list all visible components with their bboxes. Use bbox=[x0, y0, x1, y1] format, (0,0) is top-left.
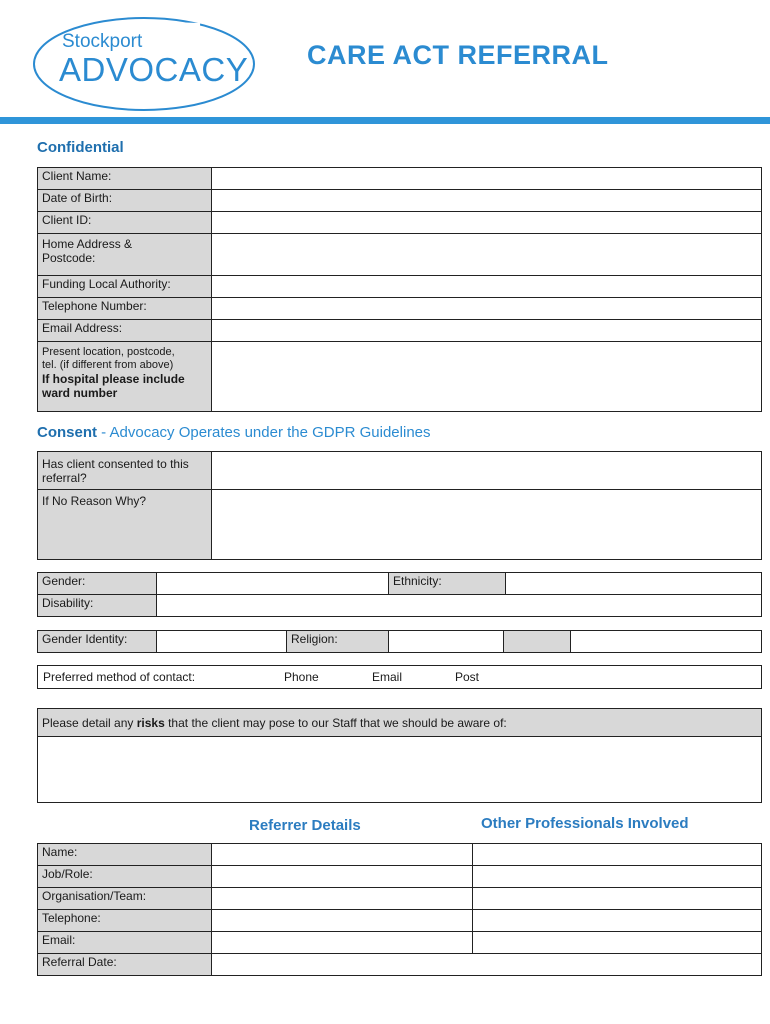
dob-field[interactable] bbox=[212, 190, 762, 212]
referral-date-label: Referral Date: bbox=[38, 954, 212, 976]
blank-field-cell[interactable] bbox=[571, 631, 762, 653]
blank-label-cell bbox=[504, 631, 571, 653]
gender-field[interactable] bbox=[157, 573, 389, 595]
disability-label: Disability: bbox=[38, 595, 157, 617]
client-id-field[interactable] bbox=[212, 212, 762, 234]
header-rule bbox=[0, 117, 770, 124]
other-phone-field[interactable] bbox=[473, 910, 762, 932]
referrer-org-field[interactable] bbox=[212, 888, 473, 910]
home-address-label: Home Address & Postcode: bbox=[38, 234, 212, 276]
identity-religion-table bbox=[37, 630, 762, 653]
contact-option-post[interactable]: Post bbox=[455, 670, 480, 684]
other-professionals-heading: Other Professionals Involved bbox=[481, 815, 689, 832]
religion-field[interactable] bbox=[389, 631, 504, 653]
gender-identity-label: Gender Identity: bbox=[38, 631, 157, 653]
contact-option-phone[interactable]: Phone bbox=[284, 670, 319, 684]
telephone-label: Telephone Number: bbox=[38, 298, 212, 320]
present-location-field[interactable] bbox=[212, 342, 762, 412]
present-location-line2: tel. (if different from above) bbox=[42, 359, 174, 371]
risks-prompt-pre: Please detail any bbox=[42, 715, 137, 730]
other-email-field[interactable] bbox=[473, 932, 762, 954]
reason-label: If No Reason Why? bbox=[38, 490, 212, 560]
referral-date-field[interactable] bbox=[212, 954, 762, 976]
risks-prompt bbox=[38, 709, 762, 737]
gender-label: Gender: bbox=[38, 573, 157, 595]
dob-label: Date of Birth: bbox=[38, 190, 212, 212]
risks-field[interactable] bbox=[38, 737, 762, 803]
present-location-line1: Present location, postcode, bbox=[42, 346, 175, 358]
referrer-phone-field[interactable] bbox=[212, 910, 473, 932]
consent-answer-field[interactable] bbox=[212, 452, 762, 490]
present-location-bold: If hospital please include ward number bbox=[42, 372, 185, 400]
page-title: CARE ACT REFERRAL bbox=[307, 40, 609, 70]
referrer-role-field[interactable] bbox=[212, 866, 473, 888]
referrer-org-label: Organisation/Team: bbox=[38, 888, 212, 910]
logo-line1: Stockport bbox=[62, 31, 143, 52]
ethnicity-field[interactable] bbox=[506, 573, 762, 595]
present-location-label bbox=[38, 342, 212, 412]
client-name-field[interactable] bbox=[212, 168, 762, 190]
gender-identity-field[interactable] bbox=[157, 631, 287, 653]
funding-la-field[interactable] bbox=[212, 276, 762, 298]
ethnicity-label: Ethnicity: bbox=[389, 573, 506, 595]
gender-ethnicity-table bbox=[37, 572, 762, 617]
referrer-email-label: Email: bbox=[38, 932, 212, 954]
referrer-table bbox=[37, 843, 762, 976]
other-role-field[interactable] bbox=[473, 866, 762, 888]
other-org-field[interactable] bbox=[473, 888, 762, 910]
funding-la-label: Funding Local Authority: bbox=[38, 276, 212, 298]
disability-field[interactable] bbox=[157, 595, 762, 617]
client-id-label: Client ID: bbox=[38, 212, 212, 234]
preferred-contact-label: Preferred method of contact: bbox=[43, 670, 196, 684]
consent-question-label: Has client consented to this referral? bbox=[38, 452, 212, 490]
consent-title: Consent bbox=[37, 424, 97, 441]
referrer-name-label: Name: bbox=[38, 844, 212, 866]
referrer-name-field[interactable] bbox=[212, 844, 473, 866]
other-name-field[interactable] bbox=[473, 844, 762, 866]
referrer-phone-label: Telephone: bbox=[38, 910, 212, 932]
reason-field[interactable] bbox=[212, 490, 762, 560]
client-name-label: Client Name: bbox=[38, 168, 212, 190]
risks-prompt-bold: risks bbox=[136, 715, 165, 730]
risks-prompt-post: that the client may pose to our Staff that we should be aware of: bbox=[164, 715, 507, 730]
contact-option-email[interactable]: Email bbox=[372, 670, 403, 684]
risks-table bbox=[37, 708, 762, 803]
consent-heading bbox=[37, 424, 431, 441]
consent-subtitle: - Advocacy Operates under the GDPR Guidelines bbox=[97, 424, 431, 441]
confidential-heading: Confidential bbox=[37, 139, 124, 156]
client-details-table bbox=[37, 167, 762, 412]
consent-table bbox=[37, 451, 762, 560]
religion-label: Religion: bbox=[287, 631, 389, 653]
email-field[interactable] bbox=[212, 320, 762, 342]
home-address-field[interactable] bbox=[212, 234, 762, 276]
preferred-contact-box bbox=[37, 665, 762, 689]
referrer-role-label: Job/Role: bbox=[38, 866, 212, 888]
email-label: Email Address: bbox=[38, 320, 212, 342]
referrer-details-heading: Referrer Details bbox=[249, 817, 361, 834]
telephone-field[interactable] bbox=[212, 298, 762, 320]
referrer-email-field[interactable] bbox=[212, 932, 473, 954]
logo-line2: ADVOCACY bbox=[59, 51, 249, 88]
